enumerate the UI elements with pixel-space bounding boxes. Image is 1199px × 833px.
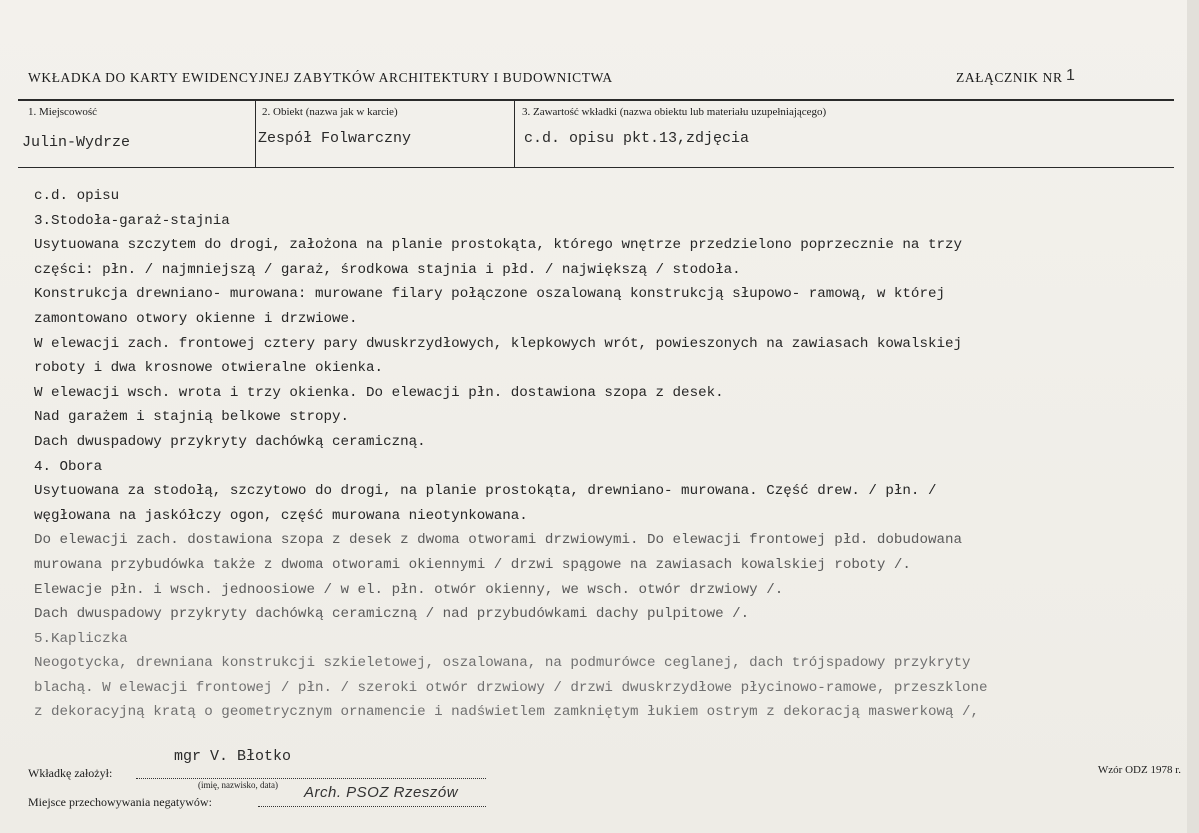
text-line: zamontowano otwory okienne i drzwiowe.: [34, 310, 358, 327]
annex-number: 1: [1066, 67, 1075, 84]
text-line: W elewacji wsch. wrota i trzy okienka. Do elewacji płn. dostawiona szopa z desek.: [34, 384, 724, 401]
text-line: Usytuowana za stodołą, szczytowo do drogi, na planie prostokąta, drewniano- murowana. Część drew. / płn. /: [34, 483, 937, 500]
text-line: Elewacje płn. i wsch. jednoosiowe / w el. płn. otwór okienny, we wsch. otwór drzwiowy /.: [34, 581, 784, 598]
text-line: murowana przybudówka także z dwoma otworami okiennymi / drzwi spągowe na zawiasach kowalskiej roboty /.: [34, 556, 911, 573]
text-line: c.d. opisu: [34, 188, 120, 204]
text-line: Nad garażem i stajnią belkowe stropy.: [34, 409, 350, 426]
negatives-value: Arch. PSOZ Rzeszów: [304, 784, 459, 801]
name-date-note: (imię, nazwisko, data): [198, 780, 278, 790]
text-line: blachą. W elewacji frontowej / płn. / szeroki otwór drzwiowy / drzwi dwuskrzydłowe płycinowo-ramowe, przeszklone: [34, 679, 988, 696]
document-title: WKŁADKA DO KARTY EWIDENCYJNEJ ZABYTKÓW ARCHITEKTURY I BUDOWNICTWA: [28, 70, 613, 85]
field-divider-1: [255, 100, 256, 167]
text-line: Dach dwuspadowy przykryty dachówką ceramiczną / nad przybudówkami dachy pulpitowe /.: [34, 606, 750, 623]
created-by-value: mgr V. Błotko: [174, 748, 292, 765]
text-line: Do elewacji zach. dostawiona szopa z desek z dwoma otworami drzwiowymi. Do elewacji frontowej płd. dobudowana: [34, 532, 963, 549]
created-by-label: Wkładkę założył:: [28, 766, 113, 780]
text-line: Neogotycka, drewniana konstrukcji szkieletowej, oszalowana, na podmurówce ceglanej, dach trójspadowy przykryty: [34, 655, 971, 672]
card-edge: [1187, 0, 1199, 833]
field-value-object: Zespół Folwarczny: [258, 130, 412, 147]
field-value-locality: Julin-Wydrze: [22, 134, 131, 151]
text-line: części: płn. / najmniejszą / garaż, środkowa stajnia i płd. / największą / stodoła.: [34, 261, 741, 278]
header-rule: [18, 99, 1174, 101]
fields-rule: [18, 167, 1174, 168]
text-line: Dach dwuspadowy przykryty dachówką ceramiczną.: [34, 433, 426, 450]
section-heading: 3.Stodoła-garaż-stajnia: [34, 212, 230, 229]
text-line: Usytuowana szczytem do drogi, założona na planie prostokąta, którego wnętrze przedzielono poprzecznie na trzy: [34, 237, 963, 254]
field-label-locality: 1. Miejscowość: [28, 106, 98, 118]
field-label-object: 2. Obiekt (nazwa jak w karcie): [262, 106, 398, 118]
negatives-label: Miejsce przechowywania negatywów:: [28, 795, 212, 809]
text-line: Konstrukcja drewniano- murowana: murowane filary połączone oszalowaną konstrukcją słupowo- ramową, w której: [34, 286, 945, 303]
text-line: W elewacji zach. frontowej cztery pary dwuskrzydłowych, klepkowych wrót, powieszonych na zawiasach kowalskiej: [34, 335, 963, 352]
text-line: roboty i dwa krosnowe otwieralne okienka.: [34, 360, 384, 377]
field-label-contents: 3. Zawartość wkładki (nazwa obiektu lub materiału uzupełniającego): [522, 106, 827, 118]
section-heading: 4. Obora: [34, 458, 103, 475]
field-value-contents: c.d. opisu pkt.13,zdjęcia: [524, 130, 750, 147]
annex-label: ZAŁĄCZNIK NR: [956, 70, 1063, 85]
text-line: z dekoracyjną kratą o geometrycznym ornamencie i nadświetlem zamkniętym łukiem ostrym z dekoracją maswerkową /,: [34, 704, 980, 721]
field-divider-2: [514, 100, 515, 167]
negatives-line: [258, 806, 486, 807]
created-by-line: [136, 778, 486, 779]
form-pattern-note: Wzór ODZ 1978 r.: [1097, 764, 1181, 776]
section-heading: 5.Kapliczka: [34, 630, 128, 647]
description-text: [34, 184, 1174, 725]
text-line: węgłowana na jaskółczy ogon, część murowana nieotynkowana.: [34, 507, 528, 524]
